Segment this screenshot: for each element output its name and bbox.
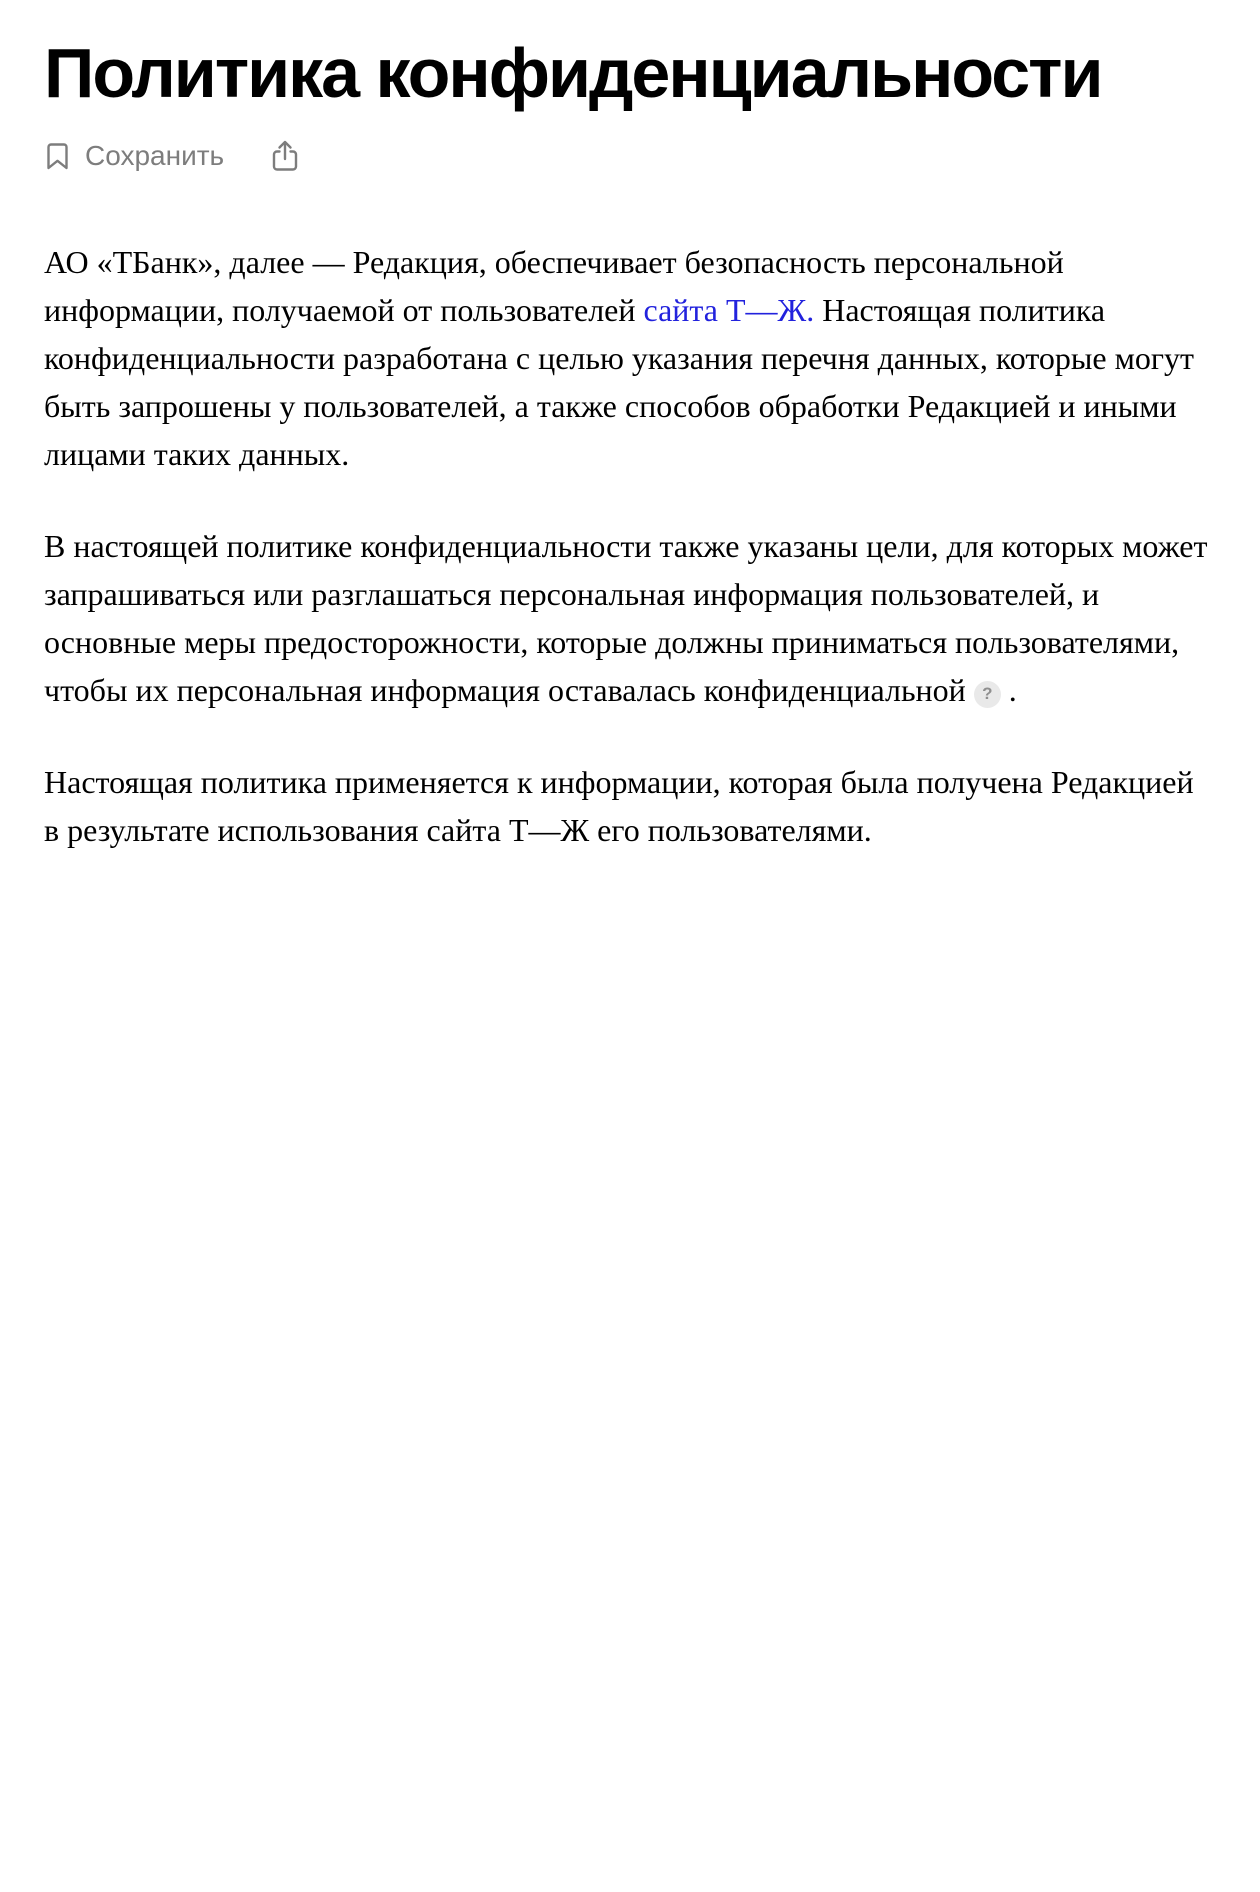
paragraph-text: . [1000, 672, 1017, 709]
privacy-policy-page [0, 0, 1260, 854]
save-button[interactable] [44, 140, 224, 172]
paragraph-text: АО «ТБанк», далее — Редакция, обеспечивает безопасность персональной информации, получаемой от пользователей [44, 244, 1064, 329]
site-tj-link[interactable]: сайта Т—Ж. [643, 292, 815, 329]
paragraph [44, 238, 1216, 478]
paragraph-text: В настоящей политике конфиденциальности также указаны цели, для которых может запрашиваться или разглашаться персональная информация пользователей, и основные меры предосторожности, которые должны приниматься пользователями, чтобы их персональная информация оставалась конфиденциальной [44, 528, 1208, 709]
page-title: Политика конфиденциальности [44, 34, 1102, 112]
article-body [44, 238, 1216, 854]
bookmark-icon [44, 140, 74, 172]
paragraph-text: Настоящая политика конфиденциальности разработана с целью указания перечня данных, которые могут быть запрошены у пользователей, а также способов обработки Редакцией и иными лицами таких данных. [44, 292, 1194, 473]
paragraph [44, 758, 1216, 854]
question-tooltip-icon[interactable]: ? [974, 681, 1001, 708]
share-icon [268, 138, 302, 174]
paragraph-text: Настоящая политика применяется к информации, которая была получена Редакцией в результате использования сайта Т—Ж его пользователями. [44, 764, 1194, 849]
toolbar [44, 134, 1216, 178]
share-button[interactable] [268, 138, 302, 174]
save-button-label: Сохранить [85, 140, 225, 172]
paragraph [44, 522, 1216, 714]
